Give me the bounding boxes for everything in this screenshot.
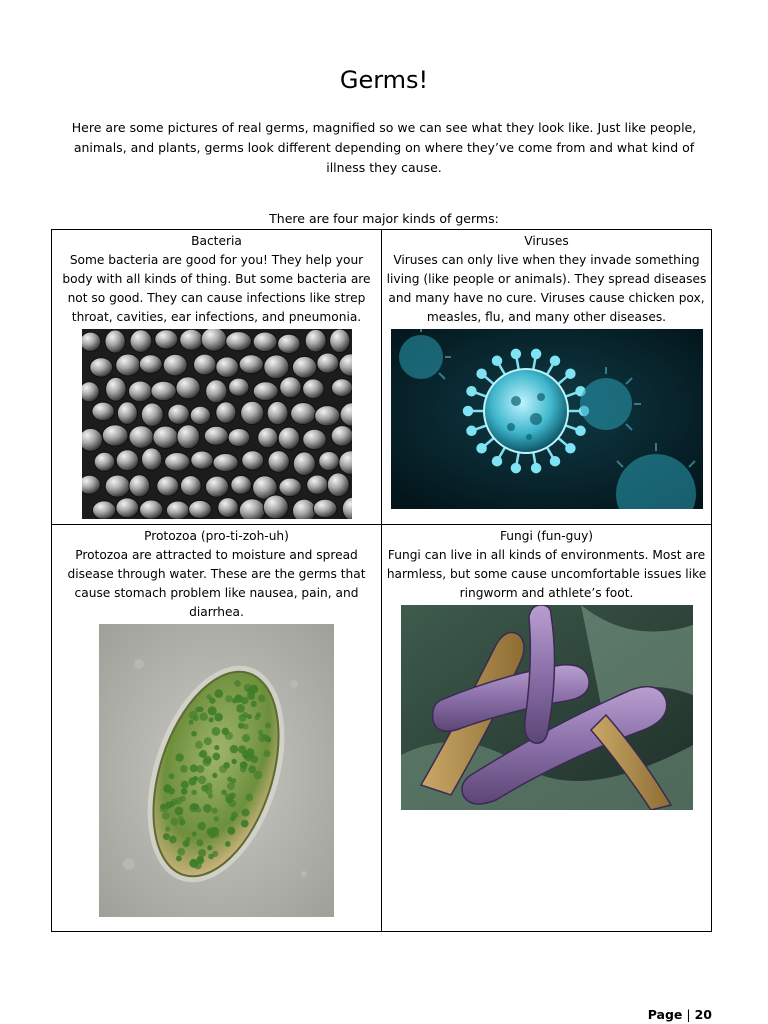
germ-heading: Protozoa (pro-ti-zoh-uh)	[144, 529, 289, 543]
protozoa-image	[99, 624, 334, 917]
germ-cell-protozoa	[52, 525, 382, 932]
germ-description: Some bacteria are good for you! They help your body with all kinds of thing. But some bacteria are not so good. They can cause infections like strep throat, cavities, ear infections, and pneumonia.	[62, 253, 371, 324]
page-separator: |	[686, 1007, 691, 1022]
page-label: Page	[647, 1007, 683, 1022]
germ-heading: Fungi (fun-guy)	[499, 529, 594, 543]
germ-cell-fungi	[382, 525, 712, 932]
germ-description: Protozoa are attracted to moisture and spread disease through water. These are the germs that cause stomach problem like nausea, pain, and diarrhea.	[67, 548, 366, 619]
germ-cell-bacteria	[52, 230, 382, 525]
virus-image	[391, 329, 703, 509]
table-row	[52, 525, 712, 932]
germs-table	[51, 229, 712, 932]
germ-description: Viruses can only live when they invade something living (like people or animals). They spread diseases and many have no cure. Viruses cause chicken pox, measles, flu, and many other diseases.	[386, 253, 707, 324]
page-number: 20	[694, 1007, 712, 1022]
germ-description: Fungi can live in all kinds of environments. Most are harmless, but some cause uncomfortable issues like ringworm and athlete’s foot.	[386, 548, 707, 600]
fungi-image	[401, 605, 693, 810]
page-footer	[648, 1007, 712, 1022]
table-caption: There are four major kinds of germs:	[269, 211, 499, 226]
germ-cell-viruses	[382, 230, 712, 525]
intro-paragraph: Here are some pictures of real germs, magnified so we can see what they look like. Just like people, animals, and plants, germs look different depending on where they’ve come from and what kind of illness they cause.	[71, 120, 697, 175]
bacteria-image	[82, 329, 352, 519]
germ-heading: Bacteria	[191, 234, 242, 248]
germ-heading: Viruses	[524, 234, 569, 248]
table-row	[52, 230, 712, 525]
page-title: Germs!	[339, 66, 429, 94]
